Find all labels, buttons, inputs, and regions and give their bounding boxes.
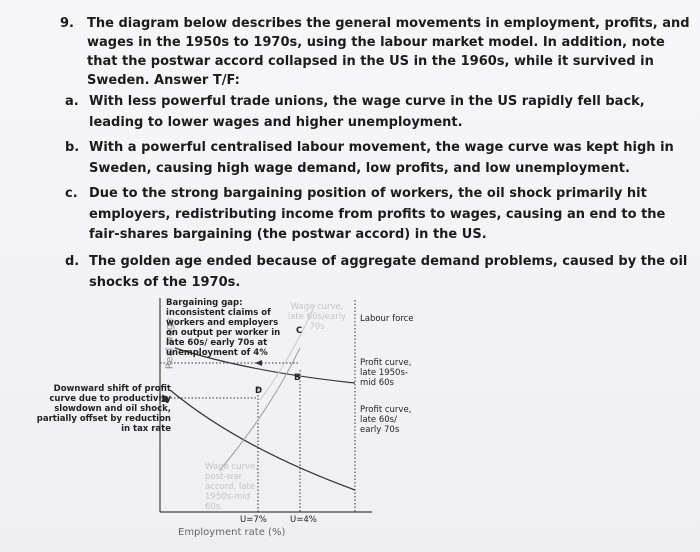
u7-label: U=7% [240,515,267,525]
y-axis-label: Real wage [164,317,176,370]
question-number: 9. [60,16,74,31]
u4-label: U=4% [290,515,317,525]
x-axis-label: Employment rate (%) [178,527,286,538]
bargaining-gap-text: Bargaining gap: inconsistent claims of workers and employers on output per worker in late 60s/ early 70s at unemployment of 4% [166,298,281,358]
point-d-label: D [255,386,263,396]
question-stem [60,14,690,90]
option-text: With less powerful trade unions, the wage curve in the US rapidly fell back, leading to lower wages and higher unemployment. [89,94,645,130]
gap-arrow-icon [255,360,262,366]
option-label: b. [65,140,80,155]
profit-curve-late-label [360,405,420,435]
option-text: With a powerful centralised labour movement, the wage curve was kept high in Sweden, causing high wage demand, low profits, and low unemployment. [89,140,674,176]
profit-curve-mid-label [360,358,420,388]
question-text: The diagram below describes the general movements in employment, profits, and wages in the 1950s to 1970s, using the labour market model. In addition, note that the postwar accord collapsed in the US in the 1960s, while it survived in Sweden. Answer T/F: [87,16,690,88]
point-c-label: C [296,326,303,336]
bargaining-gap-label [166,298,286,358]
downward-shift-text: Downward shift of profit curve due to productivity slowdown and oil shock, partially offset by reduction in tax rate [36,384,171,434]
option-d [60,252,690,293]
option-label: a. [65,94,79,109]
option-label: c. [65,186,78,201]
wage-curve-late-text: Wage curve, late 60s/early 70s [287,302,347,332]
point-b-label: B [294,373,301,383]
wage-curve-postwar-label [205,462,267,512]
option-text: Due to the strong bargaining position of workers, the oil shock primarily hit employers, redistributing income from profits to wages, causing an end to the fair-shares bargaining (the postwar accord) in the US. [89,186,666,242]
labour-force-text: Labour force [360,314,414,324]
labour-force-label [360,314,420,324]
option-b [60,138,690,179]
option-a [60,92,690,133]
downward-shift-label [36,384,171,434]
profit-curve-mid-text: Profit curve, late 1950s-mid 60s [360,358,412,388]
option-text: The golden age ended because of aggregate demand problems, caused by the oil shocks of the 1970s. [89,254,688,290]
wage-curve-postwar-text: Wage curve, post-war accord, late 1950s-mid 60s [205,462,258,512]
option-c [60,184,690,246]
labour-market-diagram [0,290,700,552]
wage-curve-postwar [220,348,300,470]
profit-curve-late-text: Profit curve, late 60s/ early 70s [360,405,412,435]
option-label: d. [65,254,80,269]
